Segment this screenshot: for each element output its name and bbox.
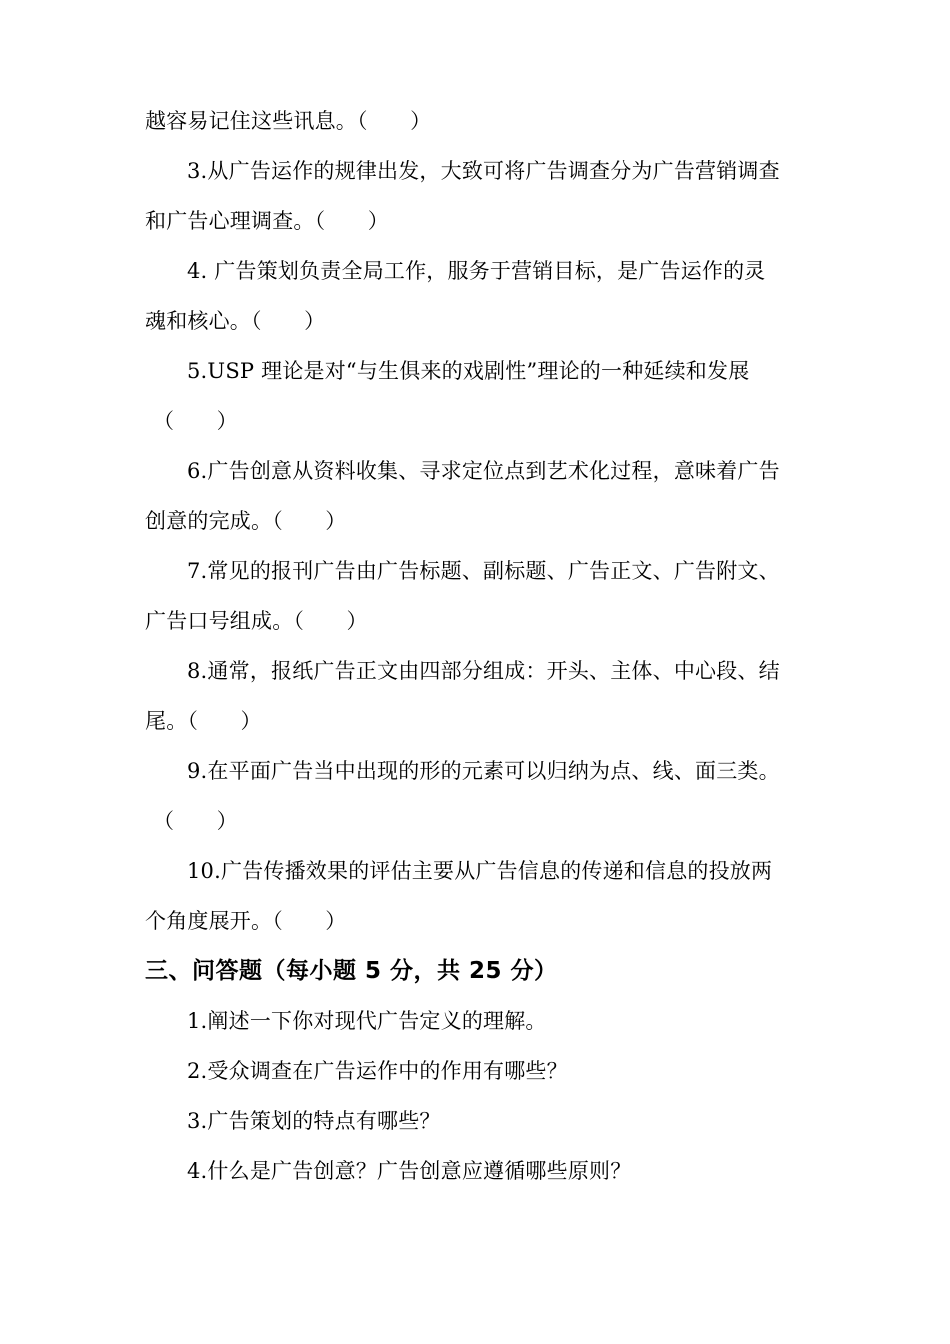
essay-question-3: 3.广告策划的特点有哪些？: [187, 1109, 441, 1133]
q6-line-1: 6.广告创意从资料收集、寻求定位点到艺术化过程，意味着广告: [187, 459, 780, 483]
q6-line-2: 创意的完成。（ ）: [145, 509, 347, 533]
q7-line-1: 7.常见的报刊广告由广告标题、副标题、广告正文、广告附文、: [187, 559, 780, 583]
q3-line-2: 和广告心理调查。（ ）: [145, 209, 389, 233]
q3-line-1: 3.从广告运作的规律出发，大致可将广告调查分为广告营销调查: [187, 159, 780, 183]
q8-line-2: 尾。（ ）: [145, 709, 262, 733]
essay-question-1: 1.阐述一下你对现代广告定义的理解。: [187, 1009, 547, 1033]
q5-line-1: 5.USP 理论是对“与生俱来的戏剧性”理论的一种延续和发展: [187, 359, 750, 383]
essay-question-2: 2.受众调查在广告运作中的作用有哪些？: [187, 1059, 568, 1083]
q4-line-2: 魂和核心。（ ）: [145, 309, 326, 333]
section-heading: 三、问答题（每小题 5 分，共 25 分）: [145, 958, 558, 984]
q5-line-2: （ ）: [153, 409, 238, 433]
q7-line-2: 广告口号组成。（ ）: [145, 609, 368, 633]
exam-content: [145, 96, 825, 1196]
q9-line-1: 9.在平面广告当中出现的形的元素可以归纳为点、线、面三类。: [187, 759, 780, 783]
essay-question-4: 4.什么是广告创意？广告创意应遵循哪些原则？: [187, 1159, 632, 1183]
q2-tail-line: 越容易记住这些讯息。（ ）: [145, 109, 432, 133]
q9-line-2: （ ）: [153, 809, 238, 833]
q4-line-1: 4. 广告策划负责全局工作，服务于营销目标，是广告运作的灵: [187, 259, 766, 283]
q10-line-1: 10.广告传播效果的评估主要从广告信息的传递和信息的投放两: [187, 859, 773, 883]
q10-line-2: 个角度展开。（ ）: [145, 909, 347, 933]
q8-line-1: 8.通常，报纸广告正文由四部分组成：开头、主体、中心段、结: [187, 659, 780, 683]
